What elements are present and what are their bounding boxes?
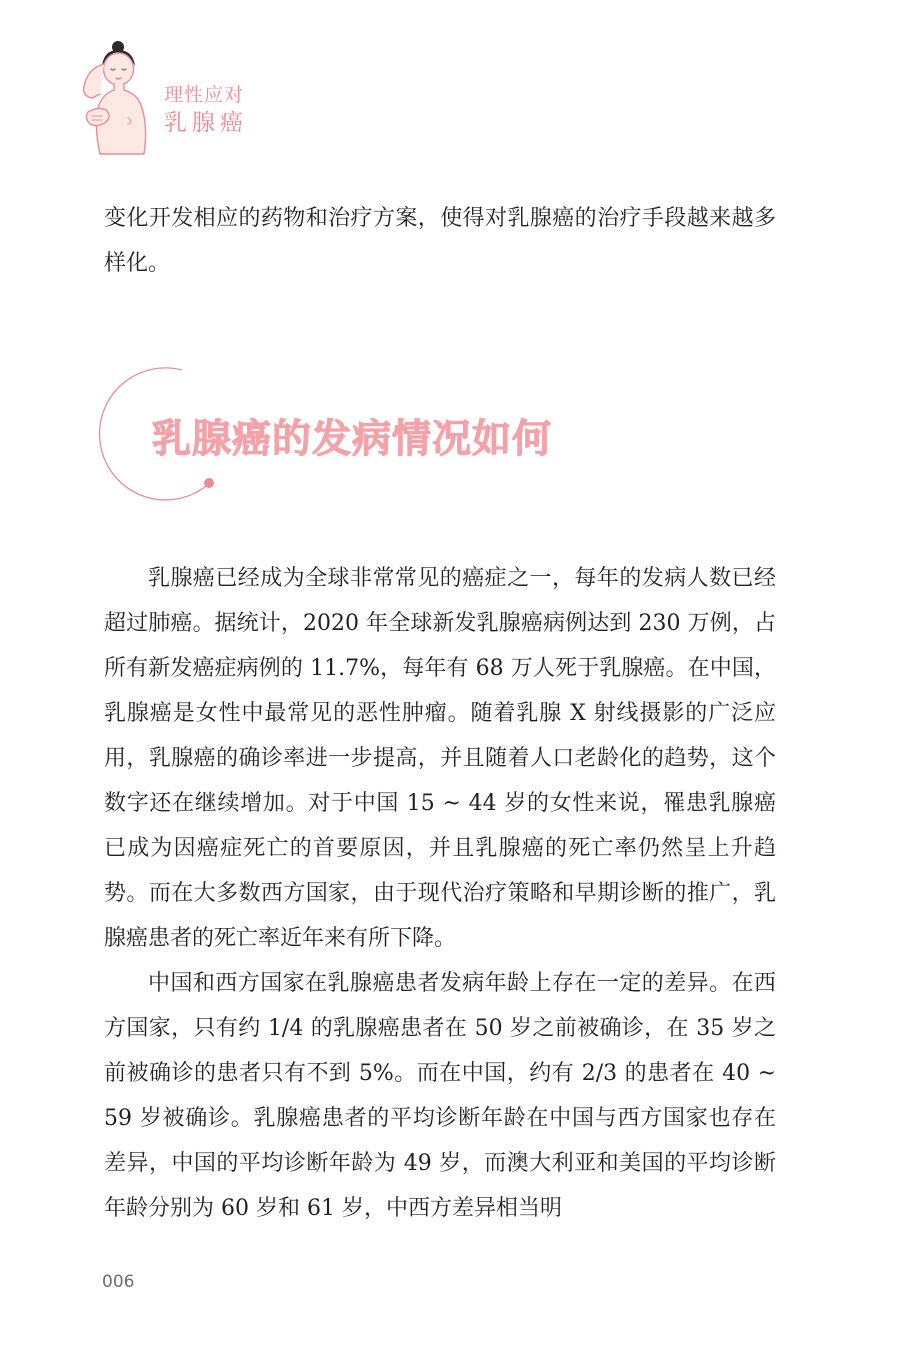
- book-title-line2: 乳腺癌: [164, 110, 248, 136]
- section-heading: 乳腺癌的发病情况如何: [152, 417, 553, 462]
- intro-paragraph: 变化开发相应的药物和治疗方案，使得对乳腺癌的治疗手段越来越多样化。: [104, 206, 776, 276]
- page-number: 006: [102, 1272, 135, 1292]
- book-title-line1: 理性应对: [164, 84, 245, 106]
- book-title: [164, 86, 248, 135]
- woman-self-exam-illustration: [78, 38, 150, 156]
- body-paragraph-2: 中国和西方国家在乳腺癌患者发病年龄上存在一定的差异。在西方国家，只有约 1/4 的乳腺癌患者在 50 岁之前被确诊，在 35 岁之前被确诊的患者只有不到 5%。而在中国，约有 2/3 的患者在 40 ~ 59 岁被确诊。乳腺癌患者的平均诊断年龄在中国与西方国家也存在差异，中国的平均诊断年龄为 49 岁，而澳大利亚和美国的平均诊断年龄分别为 60 岁和 61 岁，中西方差异相当明: [104, 971, 776, 1221]
- body-paragraph-1: 乳腺癌已经成为全球非常常见的癌症之一，每年的发病人数已经超过肺癌。据统计，2020 年全球新发乳腺癌病例达到 230 万例，占所有新发癌症病例的 11.7%，每年有 68 万人死于乳腺癌。在中国，乳腺癌是女性中最常见的恶性肿瘤。随着乳腺 X 射线摄影的广泛应用，乳腺癌的确诊率进一步提高，并且随着人口老龄化的趋势，这个数字还在继续增加。对于中国 15 ~ 44 岁的女性来说，罹患乳腺癌已成为因癌症死亡的首要原因，并且乳腺癌的死亡率仍然呈上升趋势。而在大多数西方国家，由于现代治疗策略和早期诊断的推广，乳腺癌患者的死亡率近年来有所下降。: [104, 566, 776, 951]
